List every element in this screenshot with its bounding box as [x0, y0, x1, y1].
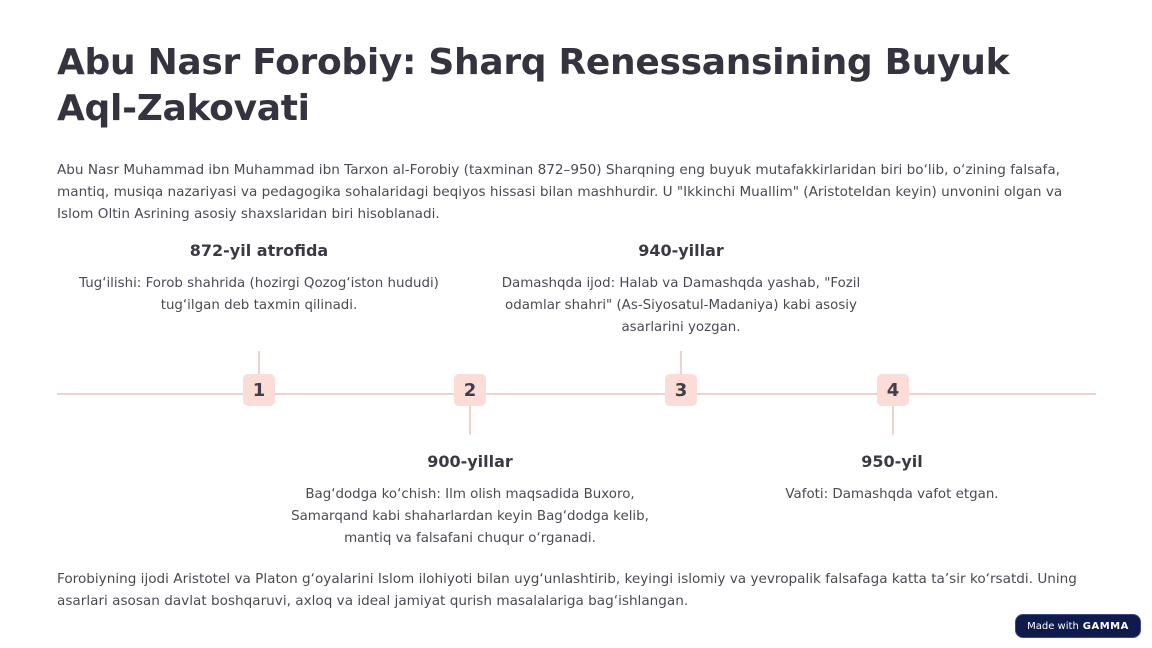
event-3-marker: 3	[665, 374, 697, 406]
timeline-axis	[57, 393, 1096, 395]
gamma-logo: GAMMA	[1082, 620, 1129, 632]
event-1-title: 872-yil atrofida	[189, 241, 329, 260]
event-3-text: Damashqda ijod: Halab va Damashqda yashab, "Fozil odamlar shahri" (As-Siyosatul-Madaniya) kabi asosiy asarlarini yozgan.	[501, 276, 861, 335]
event-3-connector	[680, 351, 682, 374]
event-2-marker: 2	[454, 374, 486, 406]
intro-paragraph: Abu Nasr Muhammad ibn Muhammad ibn Tarxon al-Forobiy (taxminan 872–950) Sharqning eng buyuk mutafakkirlaridan biri bo‘lib, o‘zining falsafa, mantiq, musiqa nazariyasi va pedagogika sohalaridagi beqiyos hissasi bilan mashhurdir. U "Ikkinchi Muallim" (Aristoteldan keyin) unvonini olgan va Islom Oltin Asrining asosiy shaxslaridan biri hisoblanadi.	[57, 162, 1063, 222]
event-4-title: 950-yil	[861, 452, 923, 471]
event-1-text: Tug‘ilishi: Forob shahrida (hozirgi Qozog‘iston hududi) tug‘ilgan deb taxmin qilinadi.	[79, 276, 439, 313]
made-with-gamma-badge[interactable]	[1015, 614, 1141, 638]
event-2-connector	[469, 406, 471, 435]
event-1-marker: 1	[243, 374, 275, 406]
event-1-connector	[258, 351, 260, 374]
event-4-text: Vafoti: Damashqda vafot etgan.	[785, 487, 999, 502]
event-2-text: Bag‘dodga ko‘chish: Ilm olish maqsadida Buxoro, Samarqand kabi shaharlardan keyin Bag‘dodga kelib, mantiq va falsafani chuqur o‘rganadi.	[291, 487, 649, 546]
event-4-connector	[892, 406, 894, 435]
event-3-title: 940-yillar	[638, 241, 724, 260]
badge-prefix: Made with	[1027, 620, 1079, 632]
event-4-marker: 4	[877, 374, 909, 406]
event-2-title: 900-yillar	[427, 452, 513, 471]
outro-paragraph: Forobiyning ijodi Aristotel va Platon g‘oyalarini Islom ilohiyoti bilan uyg‘unlashtirib, keyingi islomiy va yevropalik falsafaga katta ta’sir ko‘rsatdi. Uning asarlari asosan davlat boshqaruvi, axloq va ideal jamiyat qurish masalalariga bag‘ishlangan.	[57, 571, 1077, 609]
page-title: Abu Nasr Forobiy: Sharq Renessansining Buyuk Aql-Zakovati	[57, 42, 1010, 129]
